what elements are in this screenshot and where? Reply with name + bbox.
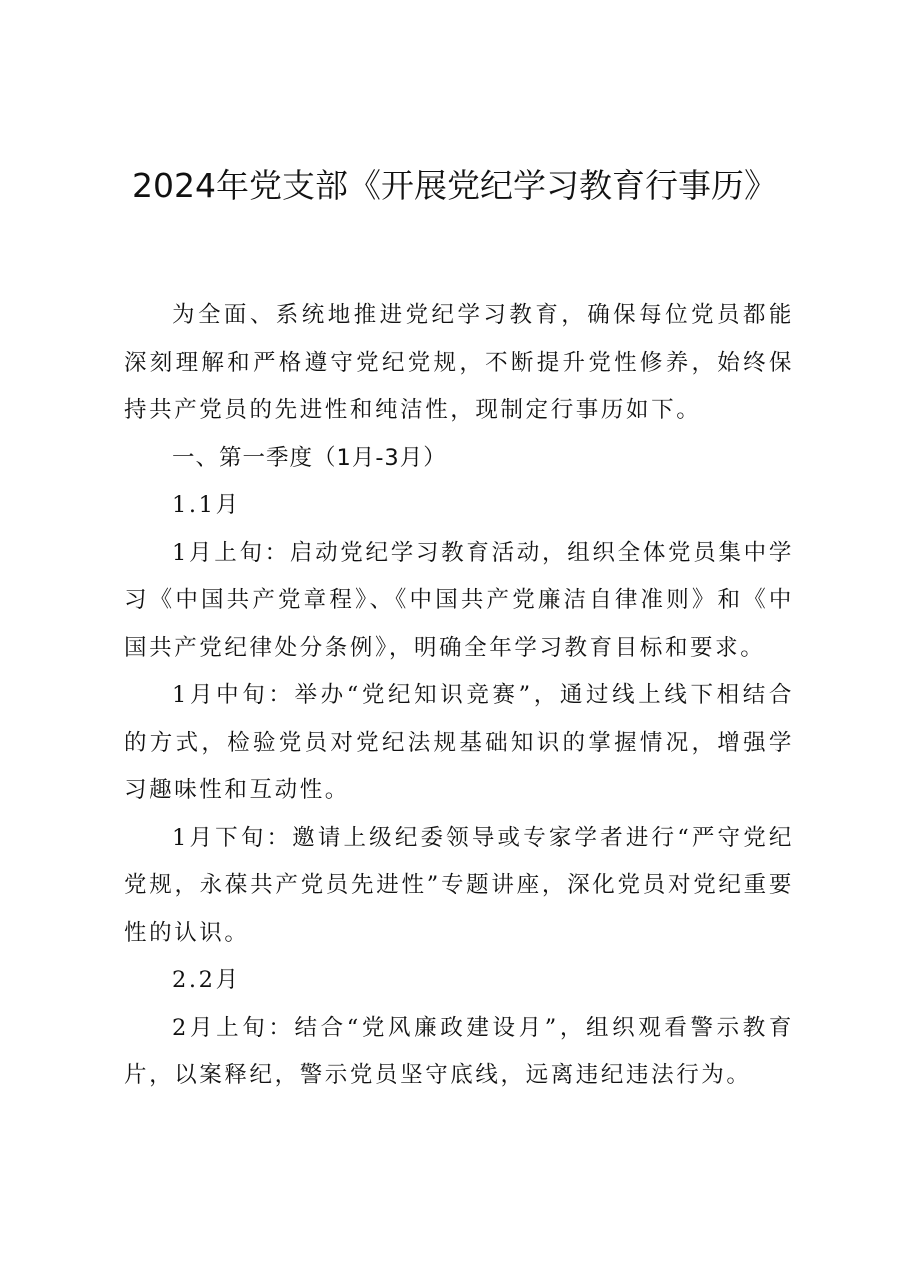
paragraph-february-early: 2月上旬：结合“党风廉政建设月”，组织观看警示教育片，以案释纪，警示党员坚守底线，远离违纪违法行为。 — [124, 1014, 794, 1088]
intro-paragraph: 为全面、系统地推进党纪学习教育，确保每位党员都能深刻理解和严格遵守党纪党规，不断提升党性修养，始终保持共产党员的先进性和纯洁性，现制定行事历如下。 — [124, 302, 794, 423]
month-label-february: 2.2月 — [172, 967, 241, 993]
document-body — [124, 292, 794, 1100]
paragraph-january-early: 1月上旬：启动党纪学习教育活动，组织全体党员集中学习《中国共产党章程》、《中国共产党廉洁自律准则》和《中国共产党纪律处分条例》，明确全年学习教育目标和要求。 — [124, 539, 794, 661]
paragraph-january-mid: 1月中旬：举办“党纪知识竞赛”，通过线上线下相结合的方式，检验党员对党纪法规基础知识的掌握情况，增强学习趣味性和互动性。 — [124, 682, 794, 803]
paragraph-january-late: 1月下旬：邀请上级纪委领导或专家学者进行“严守党纪党规，永葆共产党员先进性”专题讲座，深化党员对党纪重要性的认识。 — [124, 824, 794, 946]
month-label-january: 1.1月 — [172, 492, 241, 518]
section-heading-q1: 一、第一季度（1月-3月） — [172, 444, 447, 471]
document-title: 2024年党支部《开展党纪学习教育行事历》 — [132, 166, 777, 205]
